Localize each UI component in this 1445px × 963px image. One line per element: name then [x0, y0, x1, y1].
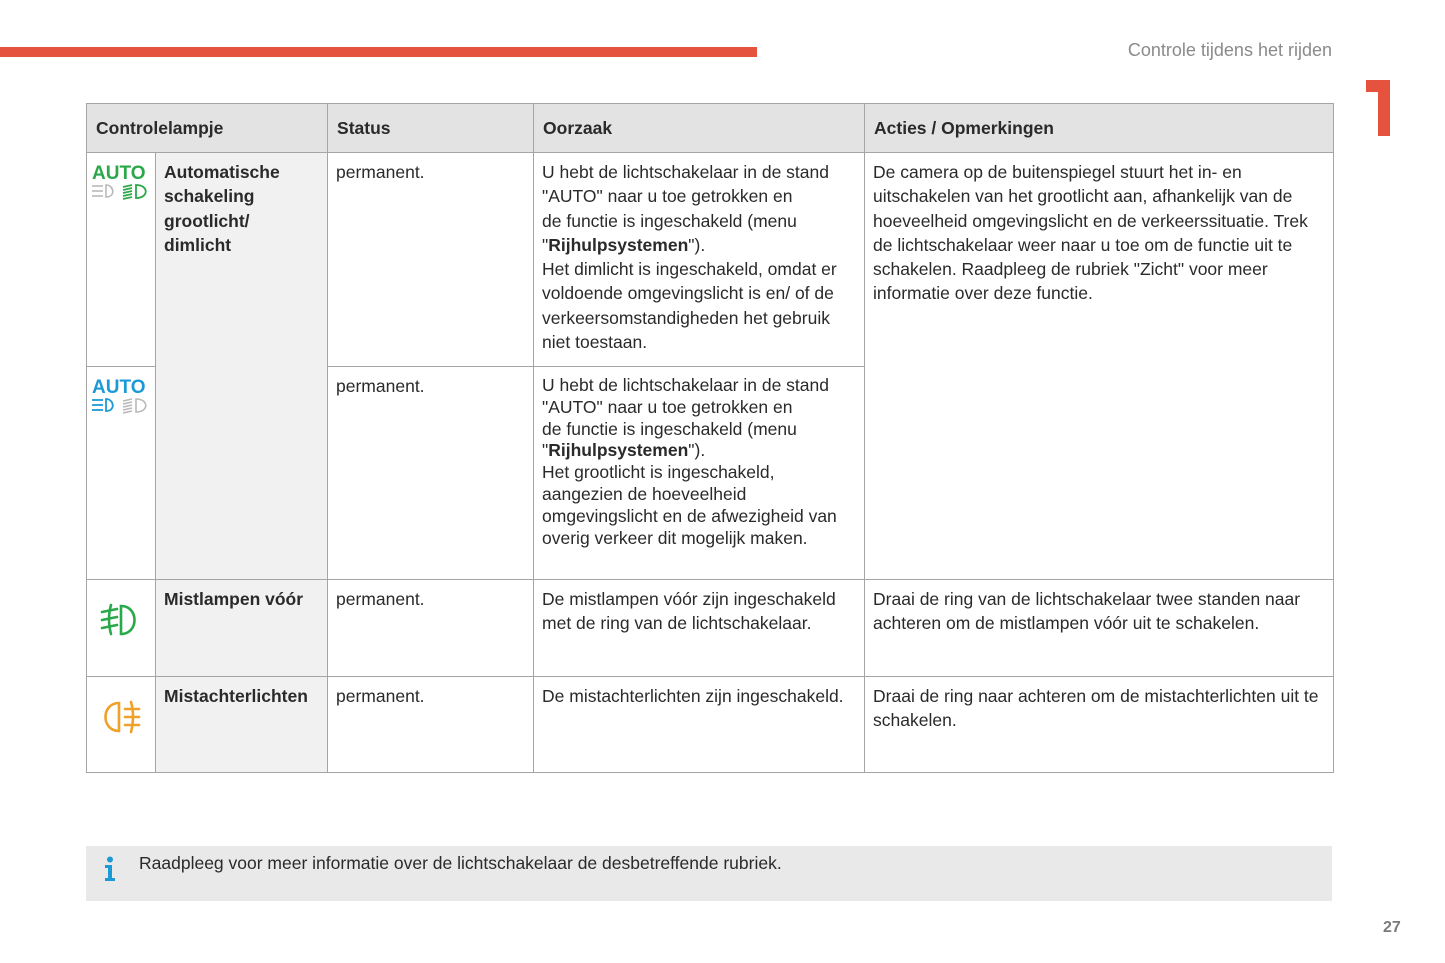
warning-lamp-table: [86, 103, 1334, 773]
status-cell: permanent.: [328, 580, 534, 677]
status-cell: permanent.: [328, 677, 534, 773]
action-cell: Draai de ring naar achteren om de mistachterlichten uit te schakelen.: [865, 677, 1334, 773]
front-fog-lamp-icon: [99, 602, 143, 638]
rear-fog-lamp-icon: [99, 699, 143, 735]
info-note-box: [86, 846, 1332, 901]
lamp-label-rear-fog: Mistachterlichten: [156, 677, 328, 773]
info-note-text: Raadpleeg voor meer informatie over de lichtschakelaar de desbetreffende rubriek.: [139, 853, 782, 873]
lamp-icon-cell: [87, 580, 156, 677]
status-cell: permanent.: [328, 367, 534, 580]
svg-text:AUTO: AUTO: [92, 377, 146, 398]
lamp-icon-cell: [87, 367, 156, 580]
column-header-cause: Oorzaak: [534, 104, 865, 153]
menu-name: Rijhulpsystemen: [548, 440, 689, 461]
chapter-number-marker: [1366, 80, 1396, 136]
cause-cell: U hebt de lichtschakelaar in de stand "AUTO" naar u toe getrokken en de functie is ingeschakeld (menu "Rijhulpsystemen"). Het grootlicht is ingeschakeld, aangezien de hoeveelheid omgevingslicht en de afwezigheid van overig verkeer dit mogelijk maken.: [534, 367, 865, 580]
lamp-icon-cell: [87, 677, 156, 773]
action-cell: De camera op de buitenspiegel stuurt het in- en uitschakelen van het grootlicht aan, afhankelijk van de hoeveelheid omgevingslicht en de verkeerssituatie. Trek de lichtschakelaar weer naar u toe om de functie uit te schakelen. Raadpleeg de rubriek "Zicht" voor meer informatie over deze functie.: [865, 153, 1334, 580]
column-header-status: Status: [328, 104, 534, 153]
cause-cell: De mistlampen vóór zijn ingeschakeld met de ring van de lichtschakelaar.: [534, 580, 865, 677]
lamp-label-auto-beam: Automatische schakeling grootlicht/ dimlicht: [156, 153, 328, 580]
status-cell: permanent.: [328, 153, 534, 367]
info-icon: [102, 856, 118, 882]
page-number: 27: [1383, 919, 1401, 936]
cause-cell: De mistachterlichten zijn ingeschakeld.: [534, 677, 865, 773]
lamp-label-front-fog: Mistlampen vóór: [156, 580, 328, 677]
auto-high-beam-icon: [91, 375, 153, 419]
column-header-lamp: Controlelampje: [87, 104, 328, 153]
auto-dipped-beam-icon: [91, 161, 153, 205]
table-row: [87, 153, 1334, 367]
running-header-title: Controle tijdens het rijden: [1127, 40, 1332, 60]
table-row: [87, 677, 1334, 773]
action-cell: Draai de ring van de lichtschakelaar twee standen naar achteren om de mistlampen vóór uit te schakelen.: [865, 580, 1334, 677]
svg-text:AUTO: AUTO: [92, 163, 146, 184]
lamp-icon-cell: [87, 153, 156, 367]
menu-name: Rijhulpsystemen: [548, 234, 689, 255]
header-accent-bar: [0, 47, 757, 57]
table-header-row: [87, 104, 1334, 153]
table-row: [87, 580, 1334, 677]
cause-cell: U hebt de lichtschakelaar in de stand "AUTO" naar u toe getrokken en de functie is ingeschakeld (menu "Rijhulpsystemen"). Het dimlicht is ingeschakeld, omdat er voldoende omgevingslicht is en/ of de verkeersomstandigheden het gebruik niet toestaan.: [534, 153, 865, 367]
column-header-actions: Acties / Opmerkingen: [865, 104, 1334, 153]
